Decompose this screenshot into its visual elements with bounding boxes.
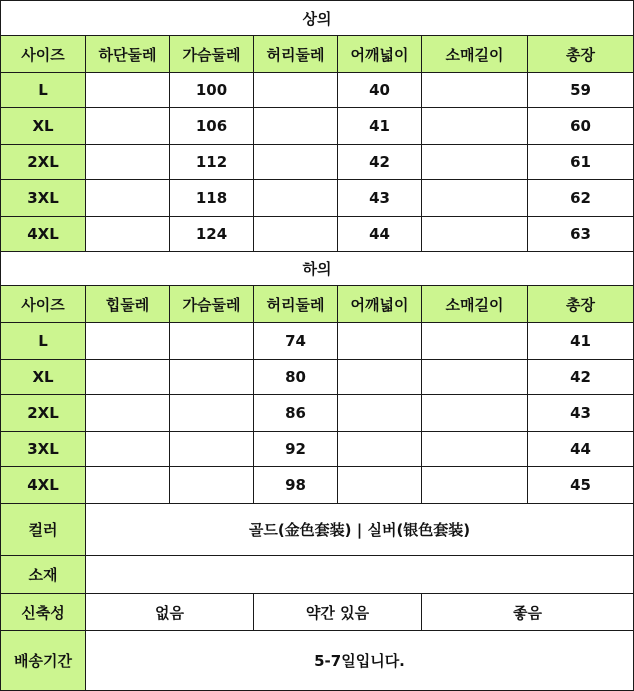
measurement-cell: 118 <box>170 180 254 217</box>
table-row <box>1 108 634 145</box>
measurement-cell: 41 <box>528 323 634 360</box>
table-row <box>1 73 634 108</box>
top-header-sleeve: 소매길이 <box>422 36 528 73</box>
bottom-header-col2: 힙둘레 <box>86 286 170 323</box>
measurement-cell: 40 <box>338 73 422 108</box>
measurement-cell <box>86 432 170 467</box>
table-row <box>1 432 634 467</box>
top-header-length: 총장 <box>528 36 634 73</box>
measurement-cell <box>338 467 422 504</box>
measurement-cell <box>338 395 422 432</box>
top-header-row <box>1 36 634 73</box>
measurement-cell: 100 <box>170 73 254 108</box>
top-header-col2: 하단둘레 <box>86 36 170 73</box>
measurement-cell: 98 <box>254 467 338 504</box>
stretch-option-good: 좋음 <box>422 594 634 631</box>
measurement-cell <box>170 395 254 432</box>
measurement-cell: 106 <box>170 108 254 145</box>
measurement-cell <box>86 323 170 360</box>
measurement-cell: 45 <box>528 467 634 504</box>
measurement-cell <box>254 180 338 217</box>
size-label-cell: 4XL <box>1 217 86 252</box>
stretch-label: 신축성 <box>1 594 86 631</box>
color-label: 컬러 <box>1 504 86 556</box>
measurement-cell: 43 <box>528 395 634 432</box>
bottom-header-row <box>1 286 634 323</box>
measurement-cell <box>338 360 422 395</box>
stretch-row <box>1 594 634 631</box>
measurement-cell <box>254 108 338 145</box>
size-label-cell: XL <box>1 108 86 145</box>
measurement-cell <box>422 145 528 180</box>
bottom-section-title-row <box>1 252 634 286</box>
shipping-value: 5-7일입니다. <box>86 631 634 691</box>
measurement-cell <box>422 217 528 252</box>
measurement-cell <box>422 395 528 432</box>
measurement-cell <box>338 432 422 467</box>
size-label-cell: L <box>1 73 86 108</box>
measurement-cell <box>422 73 528 108</box>
measurement-cell <box>170 432 254 467</box>
measurement-cell <box>86 108 170 145</box>
measurement-cell <box>170 323 254 360</box>
measurement-cell: 44 <box>528 432 634 467</box>
measurement-cell: 61 <box>528 145 634 180</box>
bottom-section-title: 하의 <box>1 252 634 286</box>
bottom-header-length: 총장 <box>528 286 634 323</box>
size-label-cell: XL <box>1 360 86 395</box>
measurement-cell <box>170 360 254 395</box>
measurement-cell <box>86 145 170 180</box>
top-header-chest: 가슴둘레 <box>170 36 254 73</box>
table-row <box>1 145 634 180</box>
size-label-cell: 3XL <box>1 180 86 217</box>
measurement-cell <box>422 432 528 467</box>
measurement-cell: 43 <box>338 180 422 217</box>
size-label-cell: 2XL <box>1 145 86 180</box>
measurement-cell: 42 <box>338 145 422 180</box>
measurement-cell: 42 <box>528 360 634 395</box>
size-label-cell: 3XL <box>1 432 86 467</box>
measurement-cell: 80 <box>254 360 338 395</box>
material-value <box>86 556 634 594</box>
top-header-shoulder: 어깨넓이 <box>338 36 422 73</box>
table-row <box>1 395 634 432</box>
measurement-cell: 44 <box>338 217 422 252</box>
material-row <box>1 556 634 594</box>
measurement-cell <box>86 360 170 395</box>
bottom-header-shoulder: 어깨넓이 <box>338 286 422 323</box>
measurement-cell <box>338 323 422 360</box>
top-section-title: 상의 <box>1 1 634 36</box>
measurement-cell: 41 <box>338 108 422 145</box>
bottom-header-sleeve: 소매길이 <box>422 286 528 323</box>
measurement-cell: 63 <box>528 217 634 252</box>
measurement-cell: 92 <box>254 432 338 467</box>
top-header-size: 사이즈 <box>1 36 86 73</box>
measurement-cell: 124 <box>170 217 254 252</box>
measurement-cell <box>86 395 170 432</box>
measurement-cell: 112 <box>170 145 254 180</box>
stretch-option-none: 없음 <box>86 594 254 631</box>
measurement-cell: 62 <box>528 180 634 217</box>
top-section-title-row <box>1 1 634 36</box>
measurement-cell <box>86 73 170 108</box>
table-row <box>1 467 634 504</box>
measurement-cell <box>422 108 528 145</box>
size-label-cell: L <box>1 323 86 360</box>
top-header-waist: 허리둘레 <box>254 36 338 73</box>
size-label-cell: 4XL <box>1 467 86 504</box>
color-value: 골드(金色套装) | 실버(银色套装) <box>86 504 634 556</box>
measurement-cell: 86 <box>254 395 338 432</box>
measurement-cell <box>422 323 528 360</box>
measurement-cell <box>422 180 528 217</box>
stretch-option-some: 약간 있음 <box>254 594 422 631</box>
measurement-cell <box>86 467 170 504</box>
bottom-header-chest: 가슴둘레 <box>170 286 254 323</box>
table-row <box>1 217 634 252</box>
table-row <box>1 180 634 217</box>
bottom-header-waist: 허리둘레 <box>254 286 338 323</box>
table-row <box>1 360 634 395</box>
measurement-cell <box>422 467 528 504</box>
measurement-cell <box>422 360 528 395</box>
color-row <box>1 504 634 556</box>
measurement-cell <box>254 217 338 252</box>
bottom-header-size: 사이즈 <box>1 286 86 323</box>
measurement-cell: 60 <box>528 108 634 145</box>
measurement-cell <box>170 467 254 504</box>
shipping-label: 배송기간 <box>1 631 86 691</box>
measurement-cell <box>86 217 170 252</box>
measurement-cell <box>254 145 338 180</box>
size-label-cell: 2XL <box>1 395 86 432</box>
measurement-cell <box>254 73 338 108</box>
measurement-cell: 74 <box>254 323 338 360</box>
measurement-cell: 59 <box>528 73 634 108</box>
material-label: 소재 <box>1 556 86 594</box>
shipping-row <box>1 631 634 691</box>
measurement-cell <box>86 180 170 217</box>
table-row <box>1 323 634 360</box>
